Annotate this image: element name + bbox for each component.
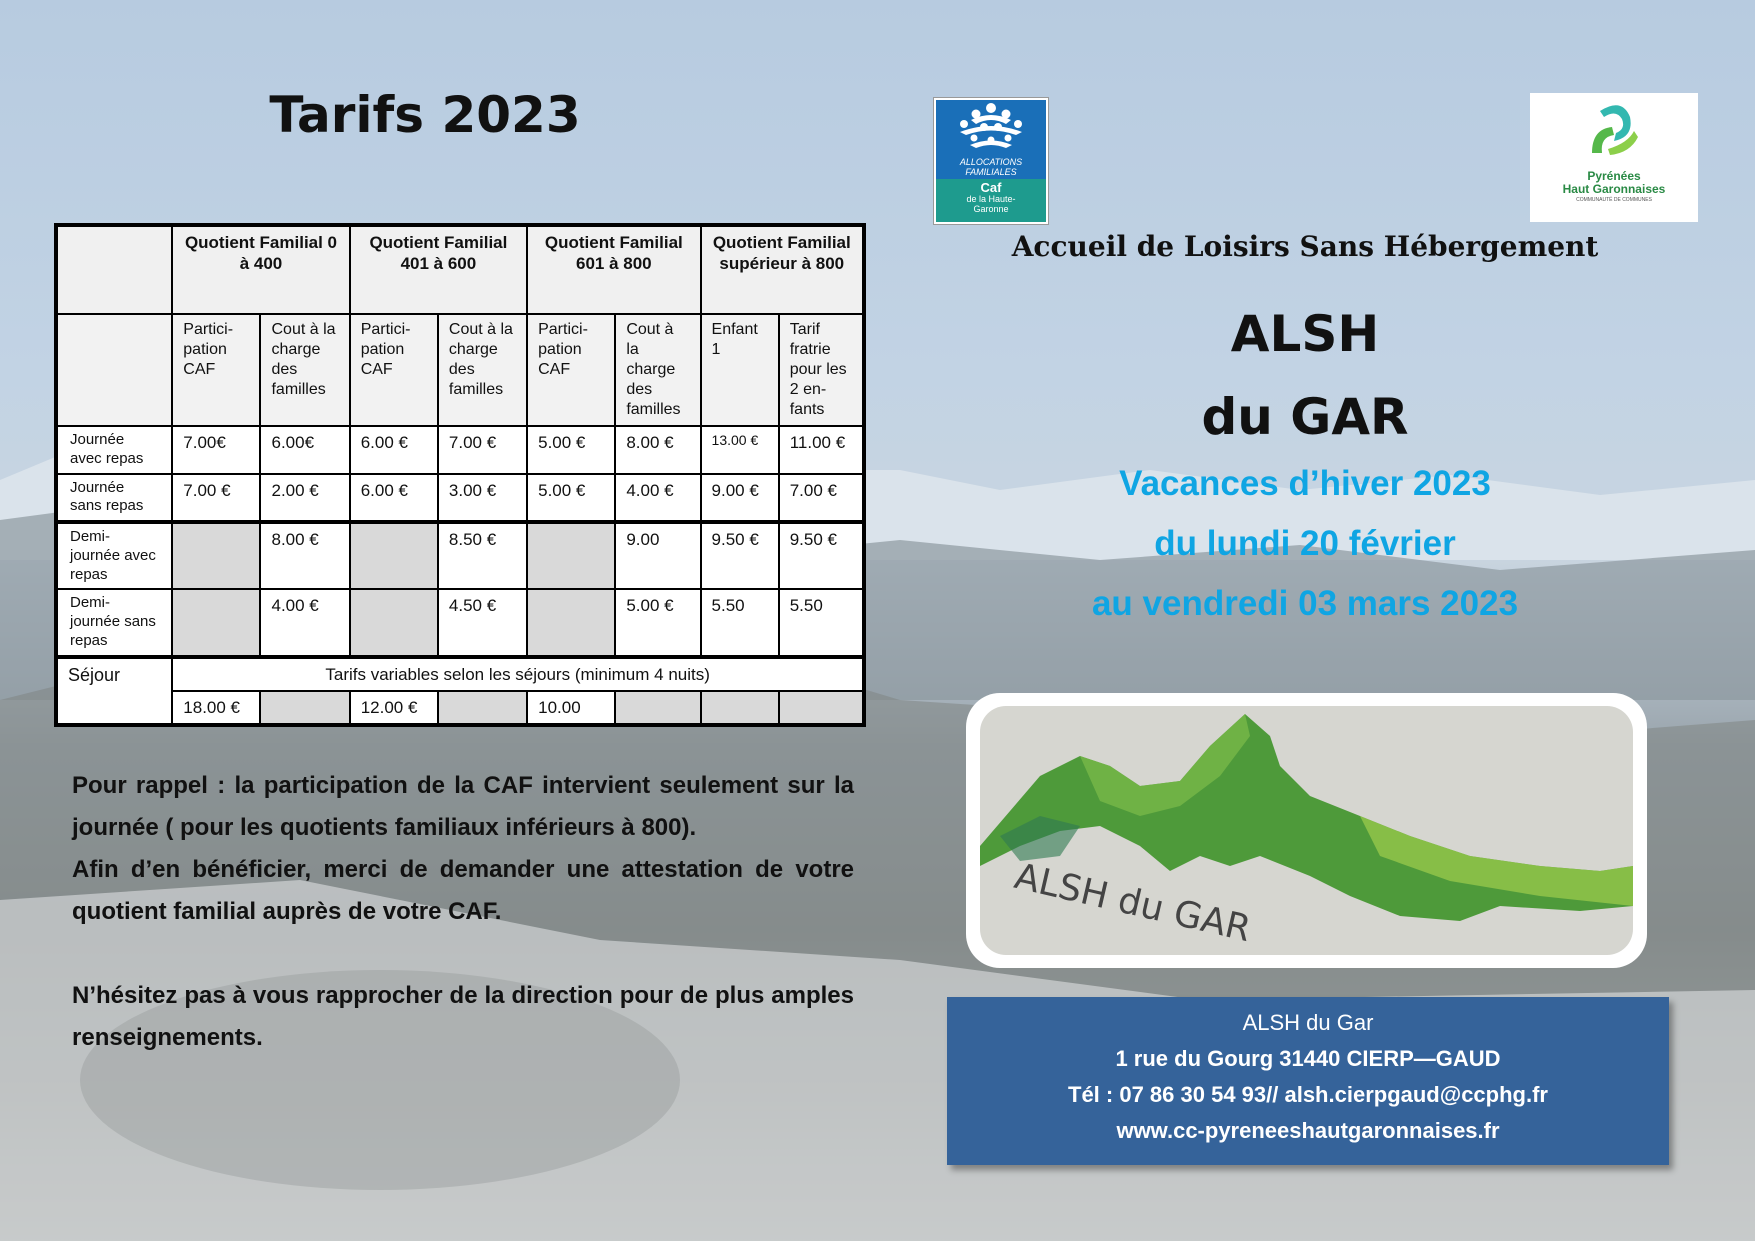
page-title: Tarifs 2023	[269, 86, 581, 144]
table-cell	[350, 522, 438, 589]
table-cell: 6.00€	[260, 426, 349, 474]
subheader-cell: Partici-pation CAF	[350, 314, 438, 426]
alsh-title-line2: du GAR	[1201, 388, 1409, 446]
caf-logo	[933, 97, 1049, 225]
table-cell	[172, 589, 260, 656]
row-label: Journée avec repas	[56, 426, 172, 474]
table-row	[56, 589, 864, 656]
sejour-row	[56, 657, 864, 691]
header-qf-800-plus: Quotient Familial supérieur à 800	[701, 225, 864, 314]
table-cell: 4.50 €	[438, 589, 527, 656]
table-cell: 2.00 €	[260, 474, 349, 523]
date-to: au vendredi 03 mars 2023	[1091, 584, 1519, 623]
table-row	[56, 426, 864, 474]
mountain-drawing	[980, 706, 1633, 955]
drawing-label: ALSH du GAR	[1010, 856, 1255, 951]
caf-logo-top	[936, 100, 1046, 179]
header-qf-0-400: Quotient Familial 0 à 400	[172, 225, 349, 314]
subtitle: Accueil de Loisirs Sans Hébergement	[1011, 230, 1599, 263]
row-label: Journée sans repas	[56, 474, 172, 523]
header-qf-601-800: Quotient Familial 601 à 800	[527, 225, 700, 314]
table-cell: 13.00 €	[701, 426, 779, 474]
info-paragraph: Afin d’en bénéficier, merci de demander une attestation de votre quotient familial auprès de votre CAF.	[72, 856, 854, 925]
date-from: du lundi 20 février	[1154, 524, 1456, 563]
table-cell: 6.00 €	[350, 474, 438, 523]
table-cell	[260, 691, 349, 725]
phg-logo-line3: COMMUNAUTÉ DE COMMUNES	[1576, 197, 1652, 203]
phg-swirl-icon	[1530, 93, 1698, 169]
caf-logo-bottom: Caf de la Haute- Garonne	[936, 179, 1046, 222]
table-cell: 4.00 €	[615, 474, 700, 523]
row-label: Demi-journée sans repas	[56, 589, 172, 656]
sejour-note: Tarifs variables selon les séjours (minimum 4 nuits)	[172, 657, 864, 691]
subheader-cell: Cout à la charge des familles	[615, 314, 700, 426]
subheader-cell: Cout à la charge des familles	[438, 314, 527, 426]
contact-website: www.cc-pyreneeshautgaronnaises.fr	[1116, 1118, 1500, 1143]
table-cell: 5.00 €	[527, 426, 615, 474]
table-cell: 10.00	[527, 691, 615, 725]
header-qf-401-600: Quotient Familial 401 à 600	[350, 225, 527, 314]
table-cell: 5.50	[701, 589, 779, 656]
subheader-empty-cell	[56, 314, 172, 426]
sejour-values-row	[56, 691, 864, 725]
table-cell	[701, 691, 779, 725]
table-subheader-row	[56, 314, 864, 426]
tarif-table	[54, 223, 866, 727]
table-cell: 9.50 €	[779, 522, 864, 589]
table-cell: 12.00 €	[350, 691, 438, 725]
subheader-cell: Enfant 1	[701, 314, 779, 426]
subheader-cell: Partici-pation CAF	[172, 314, 260, 426]
contact-phone-email: Tél : 07 86 30 54 93// alsh.cierpgaud@ccphg.fr	[1068, 1082, 1548, 1107]
table-cell: 6.00 €	[350, 426, 438, 474]
mountain-drawing-illustration	[980, 706, 1633, 955]
table-corner-cell	[56, 225, 172, 314]
table-cell: 7.00€	[172, 426, 260, 474]
contact-box	[947, 997, 1669, 1165]
table-row	[56, 474, 864, 523]
table-row	[56, 522, 864, 589]
subheader-cell: Tarif fratrie pour les 2 en-fants	[779, 314, 864, 426]
alsh-title-line1: ALSH	[1230, 305, 1380, 363]
phg-logo-line2: Haut Garonnaises	[1562, 182, 1666, 196]
mountain-drawing-frame	[966, 693, 1647, 968]
table-cell: 8.00 €	[260, 522, 349, 589]
table-cell	[172, 522, 260, 589]
contact-address: 1 rue du Gourg 31440 CIERP—GAUD	[1115, 1046, 1501, 1071]
table-cell: 4.00 €	[260, 589, 349, 656]
table-cell	[527, 589, 615, 656]
vacances-title: Vacances d’hiver 2023	[1119, 464, 1491, 503]
table-cell: 5.50	[779, 589, 864, 656]
info-text	[72, 765, 854, 1059]
table-cell: 7.00 €	[438, 426, 527, 474]
info-paragraph: Pour rappel : la participation de la CAF intervient seulement sur la journée ( pour les quotients familiaux inférieurs à 800).	[72, 772, 854, 841]
table-cell: 9.50 €	[701, 522, 779, 589]
table-cell: 8.00 €	[615, 426, 700, 474]
table-cell: 3.00 €	[438, 474, 527, 523]
table-cell: 5.00 €	[527, 474, 615, 523]
table-cell: 18.00 €	[172, 691, 260, 725]
table-cell	[350, 589, 438, 656]
phg-logo-line1: Pyrénées	[1587, 169, 1641, 183]
table-cell: 7.00 €	[779, 474, 864, 523]
table-cell: 7.00 €	[172, 474, 260, 523]
table-cell	[615, 691, 700, 725]
caf-logo-text: ALLOCATIONS FAMILIALES	[959, 157, 1023, 177]
table-cell: 5.00 €	[615, 589, 700, 656]
table-cell	[438, 691, 527, 725]
table-header-row	[56, 225, 864, 314]
sejour-label: Séjour	[56, 657, 172, 726]
row-label: Demi-journée avec repas	[56, 522, 172, 589]
table-cell: 9.00	[615, 522, 700, 589]
table-cell	[527, 522, 615, 589]
table-cell: 9.00 €	[701, 474, 779, 523]
info-paragraph: N’hésitez pas à vous rapprocher de la direction pour de plus amples renseignements.	[72, 982, 854, 1051]
subheader-cell: Cout à la charge des familles	[260, 314, 349, 426]
contact-name: ALSH du Gar	[1242, 1010, 1374, 1035]
table-cell: 8.50 €	[438, 522, 527, 589]
table-cell: 11.00 €	[779, 426, 864, 474]
pyrenees-haut-garonnaises-logo	[1530, 93, 1698, 222]
caf-family-icon	[936, 100, 1046, 155]
subheader-cell: Partici-pation CAF	[527, 314, 615, 426]
table-cell	[779, 691, 864, 725]
